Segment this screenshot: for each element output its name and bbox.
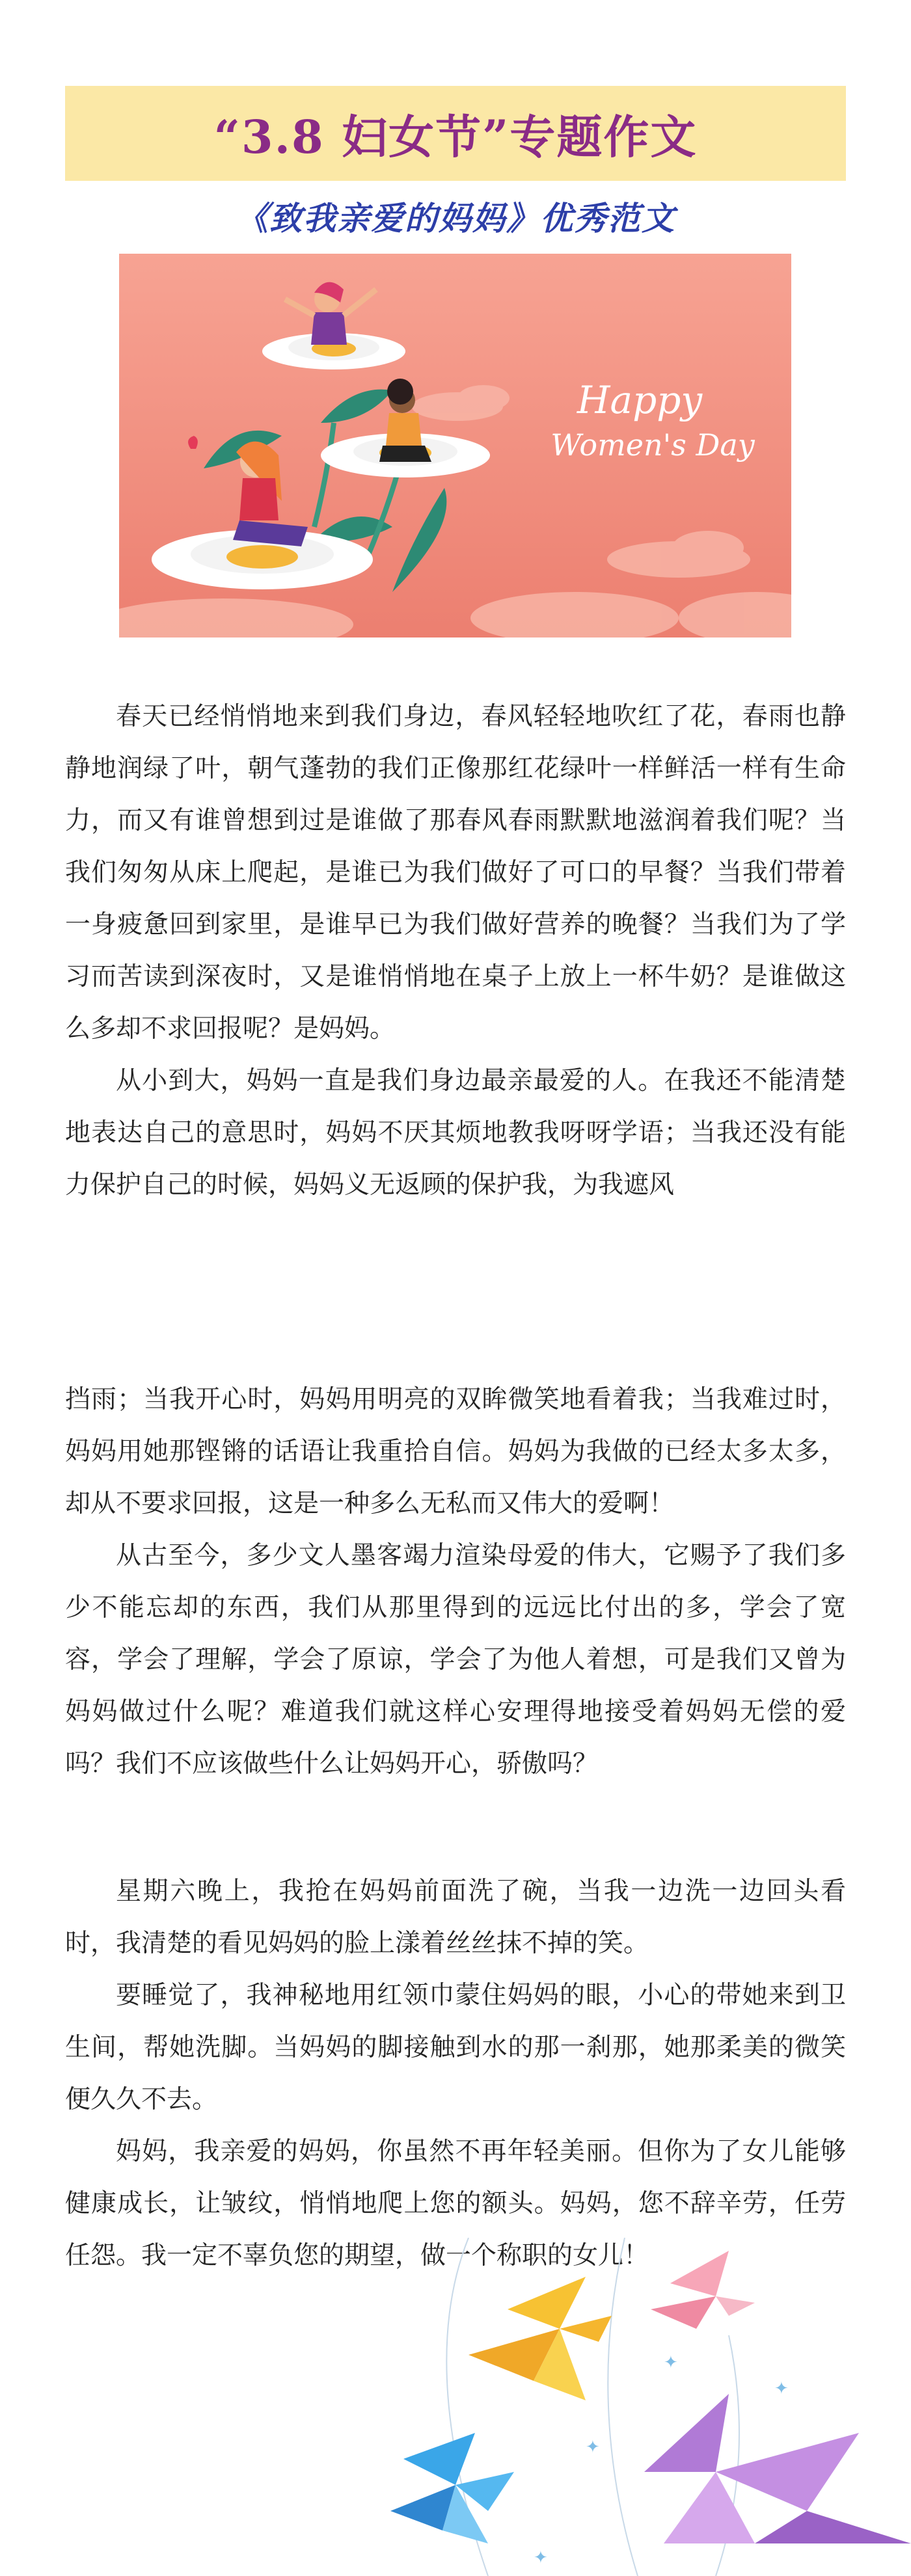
page-title: “3.8 妇女节”专题作文: [213, 109, 698, 164]
paper-cranes-decoration: [390, 2238, 911, 2576]
article-section-1: [65, 691, 846, 1211]
paragraph-2: 从小到大，妈妈一直是我们身边最亲最爱的人。在我还不能清楚地表达自己的意思时，妈妈不厌其烦地教我呀呀学语；当我还没有能力保护自己的时候，妈妈义无返顾的保护我，为我遮风: [65, 1066, 846, 1200]
paragraph-3: 从古至今，多少文人墨客竭力渲染母爱的伟大，它赐予了我们多少不能忘却的东西，我们从那里得到的远远比付出的多，学会了宽容，学会了理解，学会了原谅，学会了为他人着想，可是我们又曾为妈妈做过什么呢？难道我们就这样心安理得地接受着妈妈无偿的爱吗？我们不应该做些什么让妈妈开心，骄傲吗？: [65, 1541, 846, 1778]
svg-text:✦: ✦: [664, 2353, 678, 2372]
svg-text:✦: ✦: [586, 2437, 600, 2457]
svg-text:✦: ✦: [534, 2548, 548, 2568]
banner-line1: Happy: [577, 378, 703, 422]
paragraph-6: 妈妈，我亲爱的妈妈，你虽然不再年轻美丽。但你为了女儿能够健康成长，让皱纹，悄悄地爬上您的额头。妈妈，您不辞辛劳，任劳任怨。我一定不辜负您的期望，做一个称职的女儿！: [65, 2137, 846, 2270]
article-section-3: [65, 1866, 846, 2282]
title-band: [65, 86, 846, 181]
women-day-banner: [119, 254, 791, 637]
paper-cranes-icon: [390, 2238, 911, 2576]
svg-text:✦: ✦: [774, 2379, 789, 2398]
banner-line2: Women's Day: [551, 427, 755, 463]
paragraph-5: 要睡觉了，我神秘地用红领巾蒙住妈妈的眼，小心的带她来到卫生间，帮她洗脚。当妈妈的脚接触到水的那一刹那，她那柔美的微笑便久久不去。: [65, 1981, 846, 2114]
paragraph-4: 星期六晚上，我抢在妈妈前面洗了碗，当我一边洗一边回头看时，我清楚的看见妈妈的脸上漾着丝丝抹不掉的笑。: [65, 1877, 846, 1958]
paragraph-1: 春天已经悄悄地来到我们身边，春风轻轻地吹红了花，春雨也静静地润绿了叶，朝气蓬勃的我们正像那红花绿叶一样鲜活一样有生命力，而又有谁曾想到过是谁做了那春风春雨默默地滋润着我们呢？当我们匆匆从床上爬起，是谁已为我们做好了可口的早餐？当我们带着一身疲惫回到家里，是谁早已为我们做好营养的晚餐？当我们为了学习而苦读到深夜时，又是谁悄悄地在桌子上放上一杯牛奶？是谁做这么多却不求回报呢？是妈妈。: [65, 702, 846, 1043]
women-day-illustration-icon: [119, 254, 791, 637]
page-subtitle: 《致我亲爱的妈妈》优秀范文: [236, 200, 675, 237]
article-section-2: [65, 1374, 846, 1790]
paragraph-2-continued: 挡雨；当我开心时，妈妈用明亮的双眸微笑地看着我；当我难过时，妈妈用她那铿锵的话语让我重拾自信。妈妈为我做的已经太多太多，却从不要求回报，这是一种多么无私而又伟大的爱啊！: [65, 1385, 846, 1518]
